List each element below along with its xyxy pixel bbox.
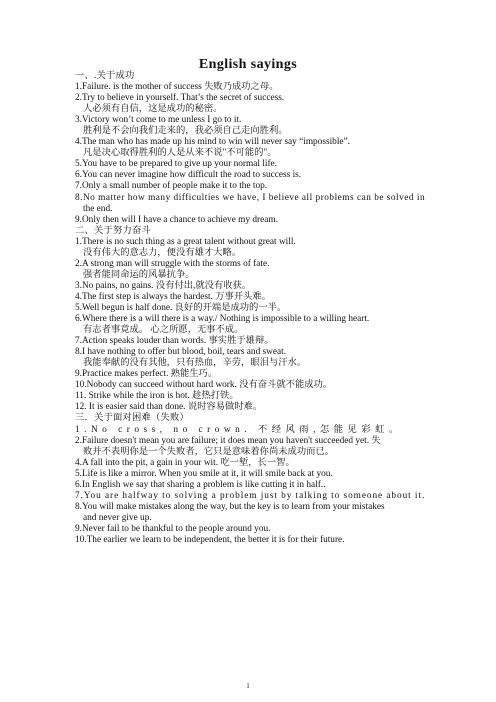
translation-line: 胜利是不会向我们走来的，我必须自己走向胜利。	[83, 126, 288, 137]
translation-line: the end.	[83, 203, 113, 214]
page-number: 1	[246, 682, 250, 690]
saying-line: 1.No cross, no crown. 不经风雨,怎能见彩虹。	[75, 424, 403, 435]
translation-line: 没有伟大的意志力，便没有雄才大略。	[83, 247, 242, 258]
section-heading: 一、.关于成功	[75, 71, 135, 81]
saying-line: 9.Never fail to be thankful to the people around you.	[75, 523, 271, 534]
saying-line: 8.No matter how many difficulties we have, I believe all problems can be solved in	[75, 192, 426, 203]
saying-line: 5.You have to be prepared to give up your normal life.	[75, 159, 277, 170]
saying-line: 1.There is no such thing as a great talent without great will.	[75, 236, 296, 247]
translation-line: and never give up.	[83, 512, 152, 523]
translation-line: 强者能同命运的风暴抗争。	[83, 269, 195, 280]
saying-line: 4.A fall into the pit, a gain in your wit. 吃一堑，长一智。	[75, 457, 295, 468]
saying-line: 10.Nobody can succeed without hard work. 没有奋斗就不能成功。	[75, 380, 333, 391]
document-title: English sayings	[198, 57, 298, 72]
saying-line: 6.In English we say that sharing a problem is like cutting it in half..	[75, 479, 326, 490]
saying-line: 8.I have nothing to offer but blood, boil, tears and sweat.	[75, 347, 287, 358]
saying-line: 5.Well begun is half done. 良好的开端是成功的一半。	[75, 302, 287, 313]
saying-line: 1.Failure. is the mother of success 失败乃成功之母。	[75, 82, 279, 93]
translation-line: 凡是决心取得胜利的人是从来不说"不可能的"。	[83, 148, 277, 159]
saying-line: 7.Action speaks louder than words. 事实胜于雄辩。	[75, 336, 274, 347]
section-heading: 三．关于面对困难（失败）	[75, 413, 189, 424]
saying-line: 6.Where there is a will there is a way./ Nothing is impossible to a willing heart.	[75, 314, 370, 325]
saying-line: 11. Strike while the iron is hot. 趁热打铁。	[75, 391, 239, 402]
translation-line: 人必须有自信，这是成功的秘密。	[83, 104, 223, 115]
saying-line: 3.No pains, no gains. 没有付出,就没有收获。	[75, 280, 252, 291]
saying-line: 2.A strong man will struggle with the storms of fate.	[75, 258, 270, 269]
saying-line: 10.The earlier we learn to be independent, the better it is for their future.	[75, 534, 345, 545]
saying-line: 7.You are halfway to solving a problem just by talking to someone about it.	[75, 490, 426, 501]
saying-line: 8.You will make mistakes along the way, but the key is to learn from your mistakes	[75, 501, 385, 512]
saying-line: 6.You can never imagine how difficult the road to success is.	[75, 170, 302, 181]
saying-line: 2.Try to believe in yourself. That’s the secret of success.	[75, 93, 285, 104]
section-heading: 二、关于努力奋斗	[75, 225, 151, 236]
document-body	[75, 71, 425, 546]
saying-line: 4.The first step is always the hardest. 万事开头难。	[75, 291, 271, 302]
saying-line: 2.Failure doesn't mean you are failure; it does mean you haven't succeeded yet. 失	[75, 435, 381, 446]
saying-line: 3.Victory won’t come to me unless I go to it.	[75, 115, 242, 126]
saying-line: 4.The man who has made up his mind to win will never say “impossible”.	[75, 137, 350, 148]
saying-line: 9.Practice makes perfect. 熟能生巧。	[75, 369, 218, 380]
translation-line: 有志者事竟成。 心之所愿，无事不成。	[83, 325, 244, 336]
saying-line: 5.Life is like a mirror. When you smile at it, it will smile back at you.	[75, 468, 333, 479]
saying-line: 12. It is easier said than done. 说时容易做时难。	[75, 402, 263, 413]
saying-line: 9.Only then will I have a chance to achieve my dream.	[75, 214, 278, 225]
translation-line: 败并不表明你是一个失败者，它只是意味着你尚未成功而已。	[83, 446, 335, 457]
saying-line: 7.Only a small number of people make it to the top.	[75, 181, 268, 192]
translation-line: 我能奉献的没有其他，只有热血，辛劳，眼泪与汗水。	[83, 358, 307, 369]
